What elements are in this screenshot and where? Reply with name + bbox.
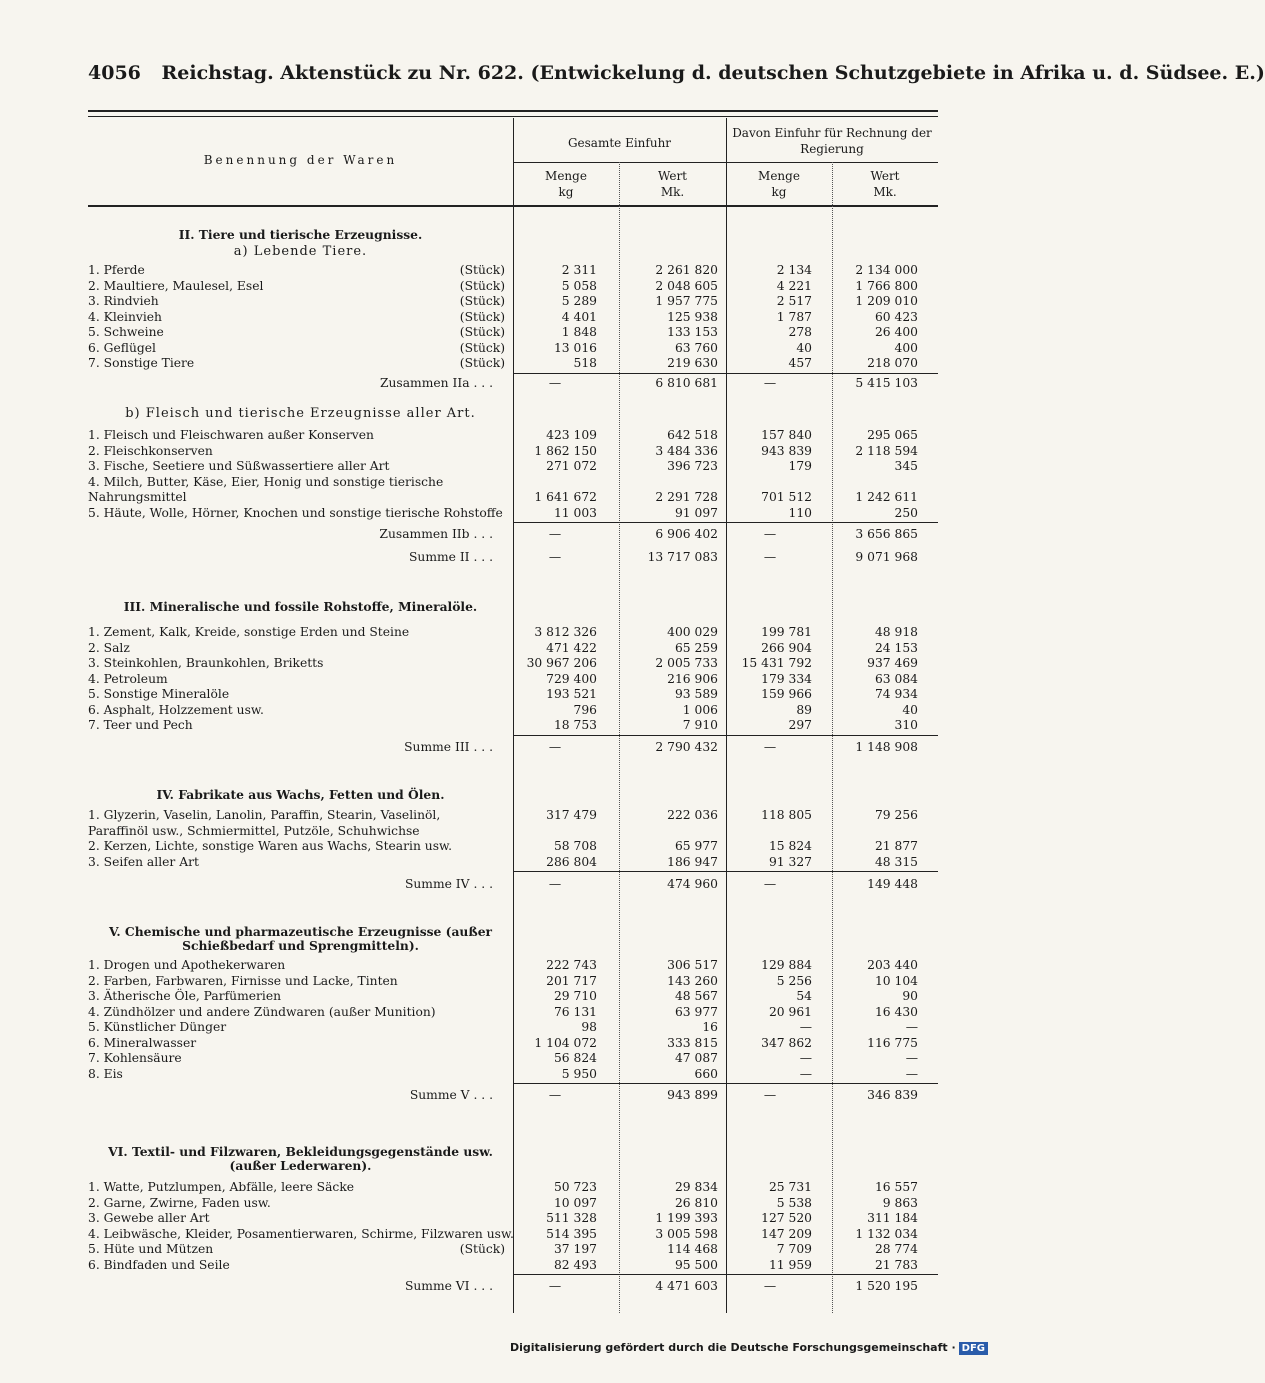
cell-value: 40	[902, 702, 918, 717]
table-row	[88, 1180, 938, 1195]
cell-value: 2 134	[776, 263, 812, 277]
sum-value: 1 148 908	[855, 740, 918, 754]
section-title: II. Tiere und tierische Erzeugnisse.	[178, 227, 423, 242]
cell-value: —	[905, 1066, 918, 1081]
cell-value: 199 781	[761, 625, 812, 639]
cell-value: 9 863	[882, 1195, 918, 1210]
sum-label: Summe IV . . .	[404, 877, 493, 891]
table-row	[88, 1242, 938, 1257]
cell-value: 18 753	[553, 718, 597, 732]
row-label: 6. Asphalt, Holzzement usw.	[88, 702, 264, 717]
table-row	[88, 459, 938, 474]
table-row	[88, 475, 938, 490]
sum-value: —	[548, 550, 562, 564]
cell-value: 129 884	[761, 958, 812, 972]
cell-value: 310	[894, 718, 918, 732]
sum-label: Summe V . . .	[409, 1088, 493, 1102]
sum-value: —	[548, 527, 562, 541]
cell-value: 2 005 733	[655, 656, 718, 670]
cell-value: 1 641 672	[534, 490, 597, 504]
cell-value: 1 862 150	[534, 443, 597, 458]
cell-value: 37 197	[553, 1242, 597, 1256]
table-row	[88, 1211, 938, 1226]
cell-value: 297	[788, 718, 812, 732]
cell-value: 13 016	[553, 340, 597, 355]
cell-value: 24 153	[874, 640, 918, 655]
row-label: 6. Geflügel	[88, 340, 156, 355]
cell-value: —	[905, 1051, 918, 1065]
cell-value: 222 743	[546, 958, 597, 972]
cell-value: 50 723	[553, 1180, 597, 1194]
sum-row	[88, 550, 938, 565]
sum-value: 2 790 432	[655, 740, 718, 754]
cell-value: 1 242 611	[855, 490, 918, 504]
cell-value: 1 787	[776, 309, 812, 324]
page-title: Reichstag. Aktenstück zu Nr. 622. (Entwickelung d. deutschen Schutzgebiete in Afrika u. d. Südsee. E.)	[161, 62, 1265, 84]
row-unit: (Stück)	[459, 325, 505, 339]
cell-value: 76 131	[553, 1004, 597, 1019]
cell-value: 58 708	[553, 839, 597, 853]
cell-value: 701 512	[761, 490, 812, 504]
row-label: 1. Glyzerin, Vaselin, Lanolin, Paraffin, Stearin, Vaselinöl,	[88, 808, 441, 822]
sum-row	[88, 1088, 938, 1103]
cell-value: 26 400	[874, 325, 918, 339]
sum-label: Summe II . . .	[408, 550, 493, 564]
cell-value: 514 395	[546, 1226, 597, 1241]
cell-value: 1 209 010	[855, 294, 918, 308]
cell-value: 3 812 326	[534, 625, 597, 639]
cell-value: 40	[796, 340, 812, 355]
cell-value: 125 938	[667, 309, 718, 324]
sum-value: 4 471 603	[655, 1279, 718, 1293]
col-davon: Davon Einfuhr für Rechnung der Regierung	[732, 126, 932, 156]
cell-value: 311 184	[867, 1211, 918, 1225]
row-label: 3. Seifen aller Art	[88, 854, 199, 869]
section-title: VI. Textil- und Filzwaren, Bekleidungsgegenstände usw. (außer Lederwaren).	[108, 1144, 493, 1173]
cell-value: 1 006	[682, 702, 718, 717]
cell-value: 7 910	[682, 718, 718, 732]
cell-value: 3 005 598	[655, 1226, 718, 1241]
cell-value: 203 440	[867, 958, 918, 972]
table-row	[88, 687, 938, 702]
table-row	[88, 1005, 938, 1020]
cell-value: 2 517	[776, 294, 812, 308]
cell-value: 5 538	[776, 1195, 812, 1210]
sum-label: Summe III . . .	[404, 740, 493, 754]
table-row	[88, 989, 938, 1004]
cell-value: 729 400	[546, 671, 597, 686]
cell-value: 91 327	[768, 854, 812, 869]
cell-value: 396 723	[667, 459, 718, 473]
row-unit: (Stück)	[459, 1242, 505, 1256]
sum-value: —	[763, 877, 777, 891]
cell-value: 79 256	[874, 808, 918, 822]
table-row	[88, 341, 938, 356]
cell-value: 1 199 393	[655, 1211, 718, 1225]
row-label: 3. Gewebe aller Art	[88, 1211, 210, 1225]
cell-value: 1 104 072	[534, 1035, 597, 1050]
subtotal-rule	[513, 373, 938, 374]
sum-value: —	[763, 376, 777, 390]
row-label: 4. Milch, Butter, Käse, Eier, Honig und sonstige tierische	[88, 474, 444, 489]
cell-value: 89	[796, 702, 812, 717]
table-row	[88, 824, 938, 839]
table-row	[88, 444, 938, 459]
cell-value: 82 493	[553, 1257, 597, 1272]
row-label: 7. Kohlensäure	[88, 1051, 182, 1065]
sum-row	[88, 527, 938, 542]
table-row	[88, 718, 938, 733]
row-label: 1. Drogen und Apothekerwaren	[88, 958, 286, 972]
cell-value: 400 029	[667, 625, 718, 639]
table-row	[88, 855, 938, 870]
cell-value: 147 209	[761, 1226, 812, 1241]
table-row	[88, 356, 938, 371]
cell-value: 26 810	[674, 1195, 718, 1210]
cell-value: 400	[894, 340, 918, 355]
cell-value: 48 567	[674, 989, 718, 1003]
cell-value: 2 118 594	[855, 443, 918, 458]
cell-value: 2 311	[561, 263, 597, 277]
sum-value: 346 839	[867, 1088, 918, 1102]
cell-value: 2 261 820	[655, 263, 718, 277]
cell-value: 5 950	[561, 1066, 597, 1081]
col-wert-1: Wert Mk.	[657, 169, 687, 199]
cell-value: 317 479	[546, 808, 597, 822]
cell-value: 1 957 775	[655, 294, 718, 308]
cell-value: 65 977	[674, 839, 718, 853]
table-row	[88, 958, 938, 973]
cell-value: 16 430	[874, 1004, 918, 1019]
cell-value: 345	[894, 459, 918, 473]
cell-value: —	[799, 1051, 812, 1065]
cell-value: 1 848	[561, 325, 597, 339]
row-label: 1. Zement, Kalk, Kreide, sonstige Erden und Steine	[88, 625, 410, 639]
row-label: 2. Kerzen, Lichte, sonstige Waren aus Wachs, Stearin usw.	[88, 839, 452, 853]
cell-value: 2 048 605	[655, 278, 718, 293]
cell-value: 11 003	[553, 505, 597, 520]
dfg-logo: DFG	[959, 1342, 988, 1355]
row-label: 5. Künstlicher Dünger	[88, 1020, 227, 1034]
cell-value: 266 904	[761, 640, 812, 655]
cell-value: 2 291 728	[655, 490, 718, 504]
row-label: 4. Petroleum	[88, 671, 168, 686]
row-label: 8. Eis	[88, 1066, 123, 1081]
row-label: 1. Fleisch und Fleischwaren außer Konserven	[88, 428, 374, 442]
table-row	[88, 1258, 938, 1273]
cell-value: 143 260	[667, 973, 718, 988]
sum-value: —	[548, 376, 562, 390]
cell-value: 29 710	[553, 989, 597, 1003]
sum-value: 5 415 103	[855, 376, 918, 390]
cell-value: 295 065	[867, 428, 918, 442]
sum-label: Zusammen IIa . . .	[379, 376, 493, 390]
row-label: 5. Schweine	[88, 325, 164, 339]
table-row	[88, 672, 938, 687]
header-rule	[88, 110, 938, 112]
sum-value: 13 717 083	[647, 550, 718, 564]
cell-value: 347 862	[761, 1035, 812, 1050]
row-unit: (Stück)	[459, 294, 505, 308]
cell-value: 10 097	[553, 1195, 597, 1210]
section-title: V. Chemische und pharmazeutische Erzeugnisse (außer Schießbedarf und Sprengmitteln).	[108, 924, 493, 953]
cell-value: 47 087	[674, 1051, 718, 1065]
row-label: 7. Teer und Pech	[88, 718, 193, 732]
table-row	[88, 490, 938, 505]
cell-value: 118 805	[761, 808, 812, 822]
col-menge-2: Menge kg	[758, 169, 800, 199]
table-row	[88, 839, 938, 854]
sum-label: Zusammen IIb . . .	[379, 527, 493, 541]
cell-value: 642 518	[667, 428, 718, 442]
row-label: 5. Häute, Wolle, Hörner, Knochen und sonstige tierische Rohstoffe	[88, 505, 503, 520]
cell-value: 21 783	[874, 1257, 918, 1272]
sum-value: —	[763, 1279, 777, 1293]
cell-value: 286 804	[546, 854, 597, 869]
table-row	[88, 1227, 938, 1242]
sum-label: Summe VI . . .	[404, 1279, 493, 1293]
section-title: III. Mineralische und fossile Rohstoffe, Mineralöle.	[123, 599, 478, 614]
sum-row	[88, 877, 938, 892]
table-row	[88, 808, 938, 823]
row-label: 7. Sonstige Tiere	[88, 356, 195, 370]
row-label: 6. Bindfaden und Seile	[88, 1257, 230, 1272]
cell-value: 133 153	[667, 325, 718, 339]
page-header	[88, 62, 1265, 84]
cell-value: 159 966	[761, 687, 812, 701]
sum-row	[88, 376, 938, 391]
sum-value: 474 960	[667, 877, 718, 891]
row-unit: (Stück)	[459, 278, 505, 293]
cell-value: 74 934	[874, 687, 918, 701]
row-label: 4. Kleinvieh	[88, 309, 162, 324]
cell-value: 56 824	[553, 1051, 597, 1065]
sum-value: —	[763, 527, 777, 541]
col-wert-2: Wert Mk.	[870, 169, 900, 199]
cell-value: 90	[902, 989, 918, 1003]
sum-value: —	[763, 550, 777, 564]
table-row	[88, 641, 938, 656]
cell-value: 2 134 000	[855, 263, 918, 277]
row-label: 2. Fleischkonserven	[88, 443, 213, 458]
row-unit: (Stück)	[459, 309, 505, 324]
cell-value: 306 517	[667, 958, 718, 972]
subtotal-rule	[513, 1274, 938, 1275]
cell-value: 179	[788, 459, 812, 473]
cell-value: 3 484 336	[655, 443, 718, 458]
row-label: 2. Maultiere, Maulesel, Esel	[88, 278, 264, 293]
row-label: 2. Salz	[88, 640, 130, 655]
cell-value: 271 072	[546, 459, 597, 473]
sum-value: 9 071 968	[855, 550, 918, 564]
cell-value: 60 423	[874, 309, 918, 324]
sum-row	[88, 1279, 938, 1294]
cell-value: 333 815	[667, 1035, 718, 1050]
table-row	[88, 263, 938, 278]
cell-value: 5 289	[561, 294, 597, 308]
cell-value: 1 132 034	[855, 1226, 918, 1241]
subtotal-rule	[513, 871, 938, 872]
cell-value: 4 401	[561, 309, 597, 324]
cell-value: 937 469	[867, 656, 918, 670]
cell-value: 179 334	[761, 671, 812, 686]
cell-value: 16	[702, 1020, 718, 1034]
cell-value: 10 104	[874, 973, 918, 988]
row-label: 6. Mineralwasser	[88, 1035, 197, 1050]
table-row	[88, 656, 938, 671]
cell-value: 219 630	[667, 356, 718, 370]
sum-value: 6 906 402	[655, 527, 718, 541]
cell-value: 193 521	[546, 687, 597, 701]
cell-value: 63 084	[874, 671, 918, 686]
cell-value: 796	[573, 702, 597, 717]
table-row	[88, 1036, 938, 1051]
sum-value: —	[763, 740, 777, 754]
cell-value: 423 109	[546, 428, 597, 442]
row-label: 1. Pferde	[88, 263, 145, 277]
subtotal-rule	[513, 735, 938, 736]
cell-value: 98	[581, 1020, 597, 1034]
cell-value: 116 775	[867, 1035, 918, 1050]
cell-value: 110	[788, 505, 812, 520]
table-row	[88, 703, 938, 718]
cell-value: 457	[788, 356, 812, 370]
table-row	[88, 1020, 938, 1035]
cell-value: 63 760	[674, 340, 718, 355]
cell-value: —	[799, 1066, 812, 1081]
cell-value: 5 256	[776, 973, 812, 988]
table-row	[88, 1051, 938, 1066]
cell-value: 216 906	[667, 671, 718, 686]
subtotal-rule	[513, 522, 938, 523]
cell-value: 48 315	[874, 854, 918, 869]
table-row	[88, 279, 938, 294]
cell-value: 660	[694, 1066, 718, 1081]
cell-value: 54	[796, 989, 812, 1003]
sum-value: —	[548, 877, 562, 891]
sum-value: 3 656 865	[855, 527, 918, 541]
table-row	[88, 294, 938, 309]
table-row	[88, 974, 938, 989]
row-label: 4. Leibwäsche, Kleider, Posamentierwaren, Schirme, Filzwaren usw.	[88, 1226, 514, 1241]
cell-value: —	[799, 1020, 812, 1034]
page-number: 4056	[88, 62, 141, 84]
cell-value: 222 036	[667, 808, 718, 822]
row-label: 2. Farben, Farbwaren, Firnisse und Lacke, Tinten	[88, 973, 398, 988]
cell-value: 218 070	[867, 356, 918, 370]
sum-value: 149 448	[867, 877, 918, 891]
table-row	[88, 1196, 938, 1211]
cell-value: 4 221	[776, 278, 812, 293]
cell-value: 30 967 206	[526, 656, 597, 670]
cell-value: 65 259	[674, 640, 718, 655]
cell-value: 28 774	[874, 1242, 918, 1256]
header-rule-thin	[88, 116, 938, 117]
cell-value: 15 431 792	[741, 656, 812, 670]
row-label: 3. Rindvieh	[88, 294, 159, 308]
table-row	[88, 428, 938, 443]
cell-value: 127 520	[761, 1211, 812, 1225]
row-label: Paraffinöl usw., Schmiermittel, Putzöle, Schuhwichse	[88, 823, 420, 838]
cell-value: 157 840	[761, 428, 812, 442]
cell-value: 201 717	[546, 973, 597, 988]
section-subtitle: a) Lebende Tiere.	[233, 244, 368, 259]
cell-value: 63 977	[674, 1004, 718, 1019]
subtotal-rule	[513, 1083, 938, 1084]
sum-value: 1 520 195	[855, 1279, 918, 1293]
table-row	[88, 310, 938, 325]
cell-value: 20 961	[768, 1004, 812, 1019]
table-row	[88, 506, 938, 521]
cell-value: 93 589	[674, 687, 718, 701]
cell-value: 29 834	[674, 1180, 718, 1194]
footer: Digitalisierung gefördert durch die Deutsche Forschungsgemeinschaft · DFG	[510, 1341, 988, 1355]
cell-value: 943 839	[761, 443, 812, 458]
cell-value: 15 824	[768, 839, 812, 853]
cell-value: 511 328	[546, 1211, 597, 1225]
table-row	[88, 1067, 938, 1082]
section-subtitle: b) Fleisch und tierische Erzeugnisse aller Art.	[125, 406, 476, 421]
sum-value: —	[548, 1088, 562, 1102]
table-row	[88, 625, 938, 640]
cell-value: —	[905, 1020, 918, 1034]
row-label: 3. Fische, Seetiere und Süßwassertiere aller Art	[88, 459, 390, 473]
cell-value: 186 947	[667, 854, 718, 869]
row-label: 5. Hüte und Mützen	[88, 1242, 214, 1256]
cell-value: 114 468	[667, 1242, 718, 1256]
cell-value: 471 422	[546, 640, 597, 655]
cell-value: 278	[788, 325, 812, 339]
cell-value: 21 877	[874, 839, 918, 853]
cell-value: 5 058	[561, 278, 597, 293]
row-label: Nahrungsmittel	[88, 490, 187, 504]
cell-value: 1 766 800	[855, 278, 918, 293]
cell-value: 518	[573, 356, 597, 370]
row-label: 5. Sonstige Mineralöle	[88, 687, 230, 701]
row-unit: (Stück)	[459, 340, 505, 355]
row-unit: (Stück)	[459, 356, 505, 370]
cell-value: 91 097	[674, 505, 718, 520]
col-gesamte: Gesamte Einfuhr	[567, 136, 672, 150]
row-unit: (Stück)	[459, 263, 505, 277]
sum-value: —	[548, 740, 562, 754]
row-label: 1. Watte, Putzlumpen, Abfälle, leere Säcke	[88, 1180, 355, 1194]
cell-value: 250	[894, 505, 918, 520]
cell-value: 7 709	[776, 1242, 812, 1256]
row-label: 3. Steinkohlen, Braunkohlen, Briketts	[88, 656, 324, 670]
col-benennung: Benennung der Waren	[203, 153, 398, 167]
row-label: 4. Zündhölzer und andere Zündwaren (außer Munition)	[88, 1004, 436, 1019]
row-label: 2. Garne, Zwirne, Faden usw.	[88, 1195, 271, 1210]
row-label: 3. Ätherische Öle, Parfümerien	[88, 989, 282, 1003]
cell-value: 95 500	[674, 1257, 718, 1272]
sum-value: 6 810 681	[655, 376, 718, 390]
cell-value: 25 731	[768, 1180, 812, 1194]
cell-value: 48 918	[874, 625, 918, 639]
section-title: IV. Fabrikate aus Wachs, Fetten und Ölen.	[156, 787, 445, 802]
sum-value: 943 899	[667, 1088, 718, 1102]
sum-value: —	[763, 1088, 777, 1102]
cell-value: 11 959	[768, 1257, 812, 1272]
sum-value: —	[548, 1279, 562, 1293]
sum-row	[88, 740, 938, 755]
col-menge-1: Menge kg	[545, 169, 587, 199]
table-row	[88, 325, 938, 340]
cell-value: 16 557	[874, 1180, 918, 1194]
